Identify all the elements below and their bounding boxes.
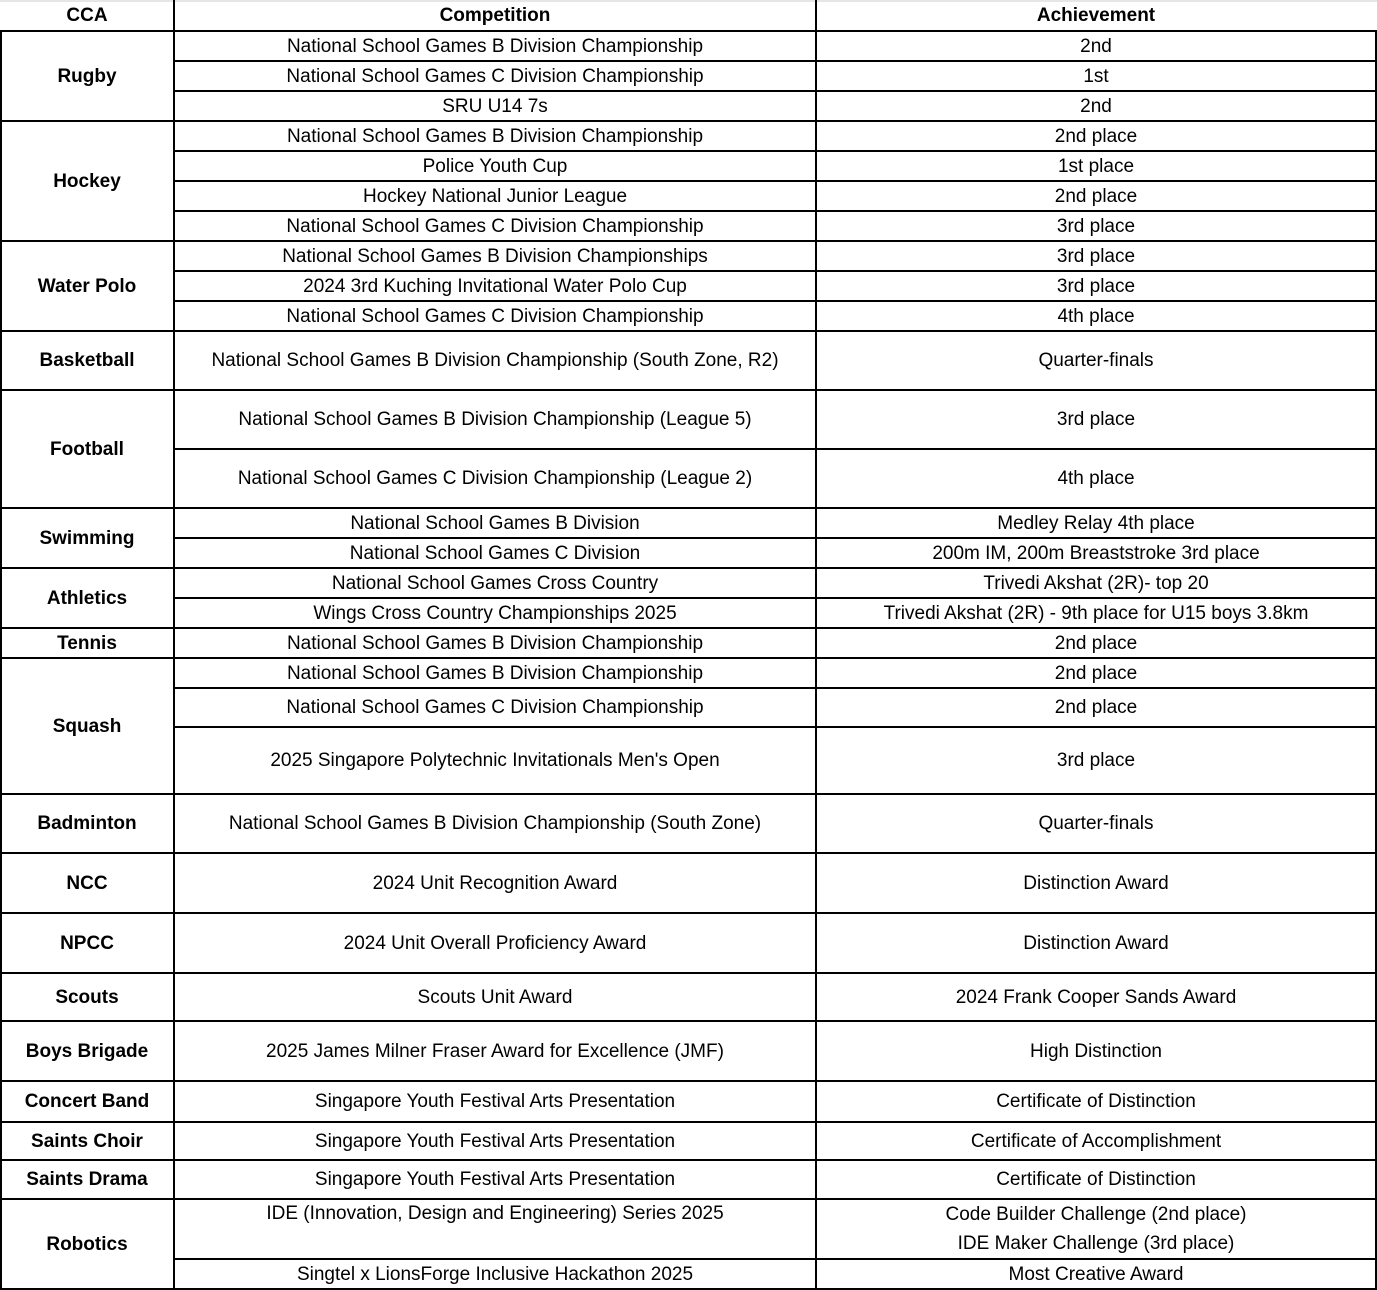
cca-cell: Swimming <box>39 527 135 549</box>
competition-cell: National School Games C Division <box>349 542 641 564</box>
competition-cell: National School Games B Division Championship <box>286 125 704 147</box>
achievement-cell: 4th place <box>1057 305 1135 327</box>
achievement-cell: Certificate of Accomplishment <box>970 1130 1222 1152</box>
cca-cell: Scouts <box>55 986 119 1008</box>
header-competition: Competition <box>439 5 551 26</box>
subrow-divider <box>174 687 1377 689</box>
cca-cell: Concert Band <box>24 1091 150 1112</box>
column-divider-competition <box>815 0 817 1289</box>
competition-cell: National School Games B Division Championships <box>282 245 708 267</box>
competition-cell: National School Games Cross Country <box>331 572 659 594</box>
achievement-cell: 1st <box>1083 65 1109 87</box>
achievement-cell: Certificate of Distinction <box>996 1169 1196 1190</box>
achievement-line: IDE Maker Challenge (3rd place) <box>957 1233 1235 1254</box>
competition-cell: Police Youth Cup <box>422 155 568 177</box>
cca-cell: Saints Choir <box>31 1130 143 1152</box>
achievement-cell: Quarter-finals <box>1038 350 1154 371</box>
achievement-cell: 2nd <box>1080 95 1112 117</box>
subrow-divider <box>174 537 1377 539</box>
achievement-cell: 3rd place <box>1056 750 1136 771</box>
achievement-cell: Most Creative Award <box>1008 1263 1184 1285</box>
cca-cell: Hockey <box>53 170 121 192</box>
group-divider <box>0 1080 1377 1082</box>
competition-cell: Singapore Youth Festival Arts Presentation <box>314 1130 676 1152</box>
achievement-cell: Trivedi Akshat (2R) - 9th place for U15 boys 3.8km <box>883 602 1309 624</box>
achievement-cell: 200m IM, 200m Breaststroke 3rd place <box>932 542 1260 564</box>
subrow-divider <box>174 180 1377 182</box>
cca-cell: Athletics <box>46 587 128 609</box>
competition-cell: 2024 3rd Kuching Invitational Water Polo Cup <box>303 275 687 297</box>
group-divider <box>0 330 1377 332</box>
group-divider <box>0 567 1377 569</box>
competition-cell: National School Games B Division Championship (South Zone) <box>228 813 762 834</box>
subrow-divider <box>174 1258 1377 1260</box>
subrow-divider <box>174 726 1377 728</box>
subrow-divider <box>174 300 1377 302</box>
achievement-lines <box>945 1200 1246 1258</box>
competition-cell: 2024 Unit Recognition Award <box>372 872 618 894</box>
cca-cell: Boys Brigade <box>25 1040 149 1062</box>
competition-cell: 2024 Unit Overall Proficiency Award <box>343 932 647 954</box>
group-divider <box>0 627 1377 629</box>
competition-cell: National School Games B Division Championship <box>286 632 704 654</box>
achievement-cell: Distinction Award <box>1023 932 1169 954</box>
competition-cell: Singtel x LionsForge Inclusive Hackathon 2025 <box>296 1263 694 1285</box>
competition-cell: National School Games B Division Championship (South Zone, R2) <box>211 350 779 371</box>
achievement-cell: 1st place <box>1057 155 1135 177</box>
achievement-line: Code Builder Challenge (2nd place) <box>945 1204 1247 1225</box>
table-left-border <box>0 31 2 1289</box>
subrow-divider <box>174 60 1377 62</box>
group-divider <box>0 912 1377 914</box>
group-divider <box>0 507 1377 509</box>
achievement-cell: Quarter-finals <box>1038 813 1154 834</box>
group-divider <box>0 1121 1377 1123</box>
cca-cell: Rugby <box>57 65 117 87</box>
cca-cell: Tennis <box>57 632 117 654</box>
competition-cell: Singapore Youth Festival Arts Presentation <box>314 1091 676 1112</box>
subrow-divider <box>174 210 1377 212</box>
group-divider <box>0 240 1377 242</box>
cca-cell: Basketball <box>39 350 135 371</box>
competition-cell: National School Games B Division Championship <box>286 35 704 57</box>
achievement-cell: 2024 Frank Cooper Sands Award <box>955 986 1237 1008</box>
group-divider <box>0 972 1377 974</box>
competition-cell: National School Games C Division Championship <box>286 305 704 327</box>
achievement-cell <box>816 1199 1376 1259</box>
cca-cell: Football <box>50 438 124 460</box>
competition-cell: 2025 Singapore Polytechnic Invitationals Men's Open <box>270 750 720 771</box>
group-divider <box>0 852 1377 854</box>
competition-cell: National School Games B Division Championship <box>286 662 704 684</box>
group-divider <box>0 389 1377 391</box>
header-cca: CCA <box>66 5 108 26</box>
cca-cell: Squash <box>52 715 122 737</box>
achievement-cell: 2nd place <box>1054 632 1138 654</box>
subrow-divider <box>174 150 1377 152</box>
cca-cell: Water Polo <box>37 275 137 297</box>
competition-cell: National School Games B Division Championship (League 5) <box>238 409 752 430</box>
competition-cell: Singapore Youth Festival Arts Presentation <box>314 1169 676 1190</box>
group-divider <box>0 120 1377 122</box>
achievement-cell: 2nd place <box>1054 185 1138 207</box>
competition-cell: Hockey National Junior League <box>362 185 628 207</box>
cca-cell: Badminton <box>37 813 137 834</box>
competition-cell: Wings Cross Country Championships 2025 <box>313 602 677 624</box>
competition-cell: IDE (Innovation, Design and Engineering) Series 2025 <box>266 1203 724 1224</box>
achievement-cell: 2nd <box>1080 35 1112 57</box>
achievement-cell: Distinction Award <box>1023 872 1169 894</box>
achievement-cell: 4th place <box>1057 468 1135 489</box>
subrow-divider <box>174 448 1377 450</box>
achievement-cell: Certificate of Distinction <box>996 1091 1196 1112</box>
competition-cell: 2025 James Milner Fraser Award for Excellence (JMF) <box>266 1040 724 1062</box>
achievement-cell: High Distinction <box>1030 1040 1162 1062</box>
subrow-divider <box>174 90 1377 92</box>
header-achievement: Achievement <box>1036 5 1156 26</box>
achievement-cell: Medley Relay 4th place <box>997 512 1195 534</box>
achievement-cell: 2nd place <box>1054 662 1138 684</box>
competition-cell: Scouts Unit Award <box>417 986 573 1008</box>
subrow-divider <box>174 270 1377 272</box>
competition-cell: National School Games C Division Championship (League 2) <box>237 468 753 489</box>
cca-cell: Robotics <box>46 1233 128 1255</box>
group-divider <box>0 657 1377 659</box>
column-divider-cca <box>173 0 175 1289</box>
group-divider <box>0 1198 1377 1200</box>
achievement-cell: 2nd place <box>1054 697 1138 718</box>
competition-cell: National School Games C Division Championship <box>286 697 704 718</box>
competition-cell: SRU U14 7s <box>442 95 548 117</box>
achievement-cell: 3rd place <box>1056 245 1136 267</box>
competition-cell: National School Games C Division Championship <box>286 215 704 237</box>
group-divider <box>0 793 1377 795</box>
cca-cell: NCC <box>66 872 108 894</box>
cca-cell: Saints Drama <box>26 1169 148 1190</box>
group-divider <box>0 1020 1377 1022</box>
achievement-cell: 3rd place <box>1056 215 1136 237</box>
subrow-divider <box>174 597 1377 599</box>
competition-cell: National School Games C Division Championship <box>286 65 704 87</box>
achievement-cell: 2nd place <box>1054 125 1138 147</box>
achievement-cell: 3rd place <box>1056 409 1136 430</box>
group-divider <box>0 1159 1377 1161</box>
group-divider <box>0 30 1377 32</box>
achievement-cell: Trivedi Akshat (2R)- top 20 <box>983 572 1209 594</box>
competition-cell: National School Games B Division <box>350 512 640 534</box>
cca-cell: NPCC <box>60 932 114 954</box>
achievement-cell: 3rd place <box>1056 275 1136 297</box>
